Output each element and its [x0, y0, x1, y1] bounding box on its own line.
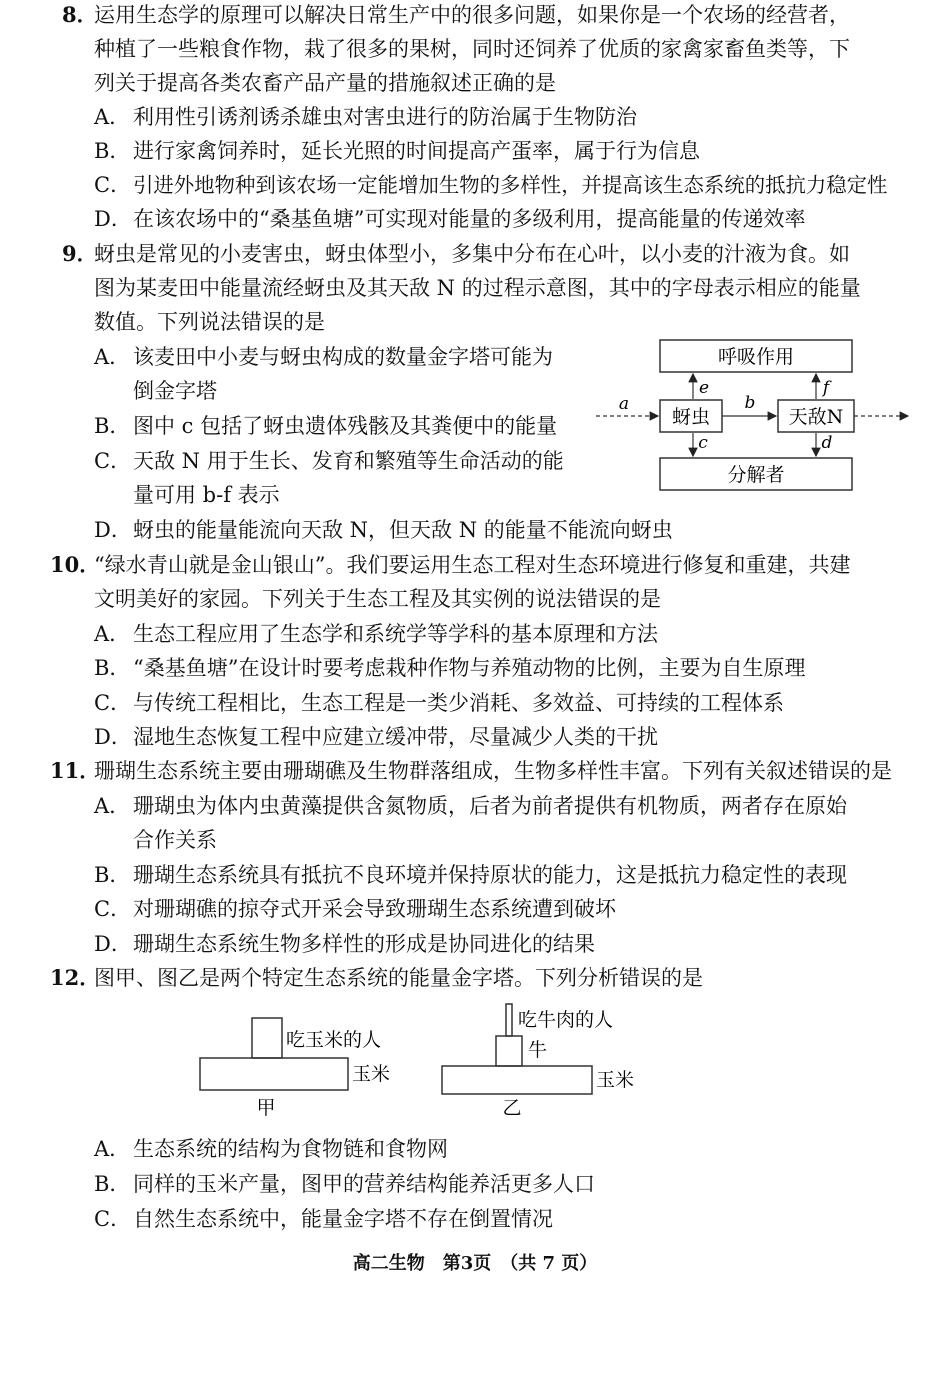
- jia-people-bar: [252, 1018, 282, 1058]
- question-stem-line: 图甲、图乙是两个特定生态系统的能量金字塔。下列分析错误的是: [94, 966, 703, 990]
- option-label: C．: [94, 173, 132, 197]
- option-text: 该麦田中小麦与蚜虫构成的数量金字塔可能为: [133, 345, 553, 369]
- question-number: 9．: [62, 241, 98, 266]
- yi-caption: 乙: [502, 1097, 522, 1119]
- question-stem-line: 列关于提高各类农畜产品产量的措施叙述正确的是: [94, 71, 556, 95]
- option-text: “桑基鱼塘”在设计时要考虑栽种作物与养殖动物的比例，主要为自生原理: [133, 656, 806, 680]
- option-text: 生态系统的结构为食物链和食物网: [133, 1137, 448, 1161]
- enemy-label: 天敌N: [788, 406, 844, 428]
- option-text: 在该农场中的“桑基鱼塘”可实现对能量的多级利用，提高能量的传递效率: [133, 207, 806, 231]
- respiration-label: 呼吸作用: [717, 346, 795, 368]
- option-text: 同样的玉米产量，图甲的营养结构能养活更多人口: [133, 1172, 595, 1196]
- option-label: A．: [94, 794, 131, 818]
- question-number: 8．: [62, 2, 98, 27]
- question-number: 12．: [50, 965, 101, 990]
- question-number: 10．: [50, 552, 101, 577]
- yi-cattle-label: 牛: [528, 1039, 548, 1061]
- option-text: 天敌 N 用于生长、发育和繁殖等生命活动的能: [133, 449, 564, 473]
- option-label: A．: [94, 345, 131, 369]
- option-label: A．: [94, 622, 131, 646]
- option-text: 蚜虫的能量能流向天敌 N，但天敌 N 的能量不能流向蚜虫: [133, 518, 673, 542]
- option-label: D．: [94, 518, 132, 542]
- energy-flow-diagram: [590, 336, 920, 498]
- option-text: 珊瑚生态系统具有抵抗不良环境并保持原状的能力，这是抵抗力稳定性的表现: [133, 863, 847, 887]
- label-c: c: [698, 433, 708, 453]
- label-f: f: [822, 378, 830, 398]
- option-text: 进行家禽饲养时，延长光照的时间提高产蛋率，属于行为信息: [133, 139, 700, 163]
- yi-corn-bar: [442, 1066, 592, 1094]
- yi-corn-label: 玉米: [596, 1069, 635, 1091]
- option-text: 利用性引诱剂诱杀雄虫对害虫进行的防治属于生物防治: [133, 105, 637, 129]
- option-text: 自然生态系统中，能量金字塔不存在倒置情况: [133, 1207, 553, 1231]
- option-text: 湿地生态恢复工程中应建立缓冲带，尽量减少人类的干扰: [133, 725, 658, 749]
- jia-corn-label: 玉米: [352, 1063, 391, 1085]
- question-stem-line: 运用生态学的原理可以解决日常生产中的很多问题，如果你是一个农场的经营者，: [94, 3, 850, 27]
- option-text: 量可用 b-f 表示: [133, 483, 280, 507]
- jia-people-label: 吃玉米的人: [286, 1029, 382, 1051]
- option-label: D．: [94, 725, 132, 749]
- option-label: B．: [94, 1172, 131, 1196]
- yi-cattle-bar: [496, 1036, 522, 1066]
- option-text: 珊瑚生态系统生物多样性的形成是协同进化的结果: [133, 932, 595, 956]
- option-text: 图中 c 包括了蚜虫遗体残骸及其粪便中的能量: [133, 414, 558, 438]
- label-b: b: [744, 393, 756, 413]
- option-label: B．: [94, 414, 131, 438]
- label-e: e: [698, 378, 710, 398]
- energy-pyramid-diagram: [190, 1000, 660, 1122]
- yi-people-bar: [506, 1004, 512, 1036]
- option-text: 倒金字塔: [133, 379, 217, 403]
- question-stem-line: 珊瑚生态系统主要由珊瑚礁及生物群落组成，生物多样性丰富。下列有关叙述错误的是: [94, 759, 892, 783]
- option-label: B．: [94, 139, 131, 163]
- option-label: C．: [94, 691, 132, 715]
- question-stem-line: 图为某麦田中能量流经蚜虫及其天敌 N 的过程示意图，其中的字母表示相应的能量: [94, 276, 861, 300]
- option-label: D．: [94, 932, 132, 956]
- option-label: C．: [94, 897, 132, 921]
- question-stem-line: “绿水青山就是金山银山”。我们要运用生态工程对生态环境进行修复和重建，共建: [94, 553, 851, 577]
- aphid-label: 蚜虫: [671, 406, 711, 428]
- jia-corn-bar: [200, 1058, 348, 1090]
- option-label: A．: [94, 105, 131, 129]
- option-label: B．: [94, 863, 131, 887]
- decomposer-label: 分解者: [727, 464, 785, 486]
- option-text: 引进外地物种到该农场一定能增加生物的多样性，并提高该生态系统的抵抗力稳定性: [133, 173, 888, 197]
- page-footer: 高二生物 第3页 （共 7 页）: [352, 1253, 598, 1274]
- option-label: D．: [94, 207, 132, 231]
- option-label: B．: [94, 656, 131, 680]
- option-text: 珊瑚虫为体内虫黄藻提供含氮物质，后者为前者提供有机物质，两者存在原始: [133, 794, 847, 818]
- label-a: a: [618, 394, 630, 414]
- option-label: A．: [94, 1137, 131, 1161]
- option-text: 合作关系: [133, 828, 217, 852]
- question-stem-line: 数值。下列说法错误的是: [94, 310, 325, 334]
- jia-caption: 甲: [256, 1097, 276, 1119]
- question-stem-line: 文明美好的家园。下列关于生态工程及其实例的说法错误的是: [94, 587, 661, 611]
- question-number: 11．: [50, 758, 101, 783]
- option-text: 对珊瑚礁的掠夺式开采会导致珊瑚生态系统遭到破坏: [133, 897, 616, 921]
- option-text: 生态工程应用了生态学和系统学等学科的基本原理和方法: [133, 622, 658, 646]
- question-stem-line: 种植了一些粮食作物，栽了很多的果树，同时还饲养了优质的家禽家畜鱼类等，下: [94, 37, 850, 61]
- option-label: C．: [94, 1207, 132, 1231]
- label-d: d: [821, 433, 833, 453]
- question-stem-line: 蚜虫是常见的小麦害虫，蚜虫体型小，多集中分布在心叶，以小麦的汁液为食。如: [94, 242, 850, 266]
- option-text: 与传统工程相比，生态工程是一类少消耗、多效益、可持续的工程体系: [133, 691, 784, 715]
- yi-people-label: 吃牛肉的人: [518, 1009, 614, 1031]
- option-label: C．: [94, 449, 132, 473]
